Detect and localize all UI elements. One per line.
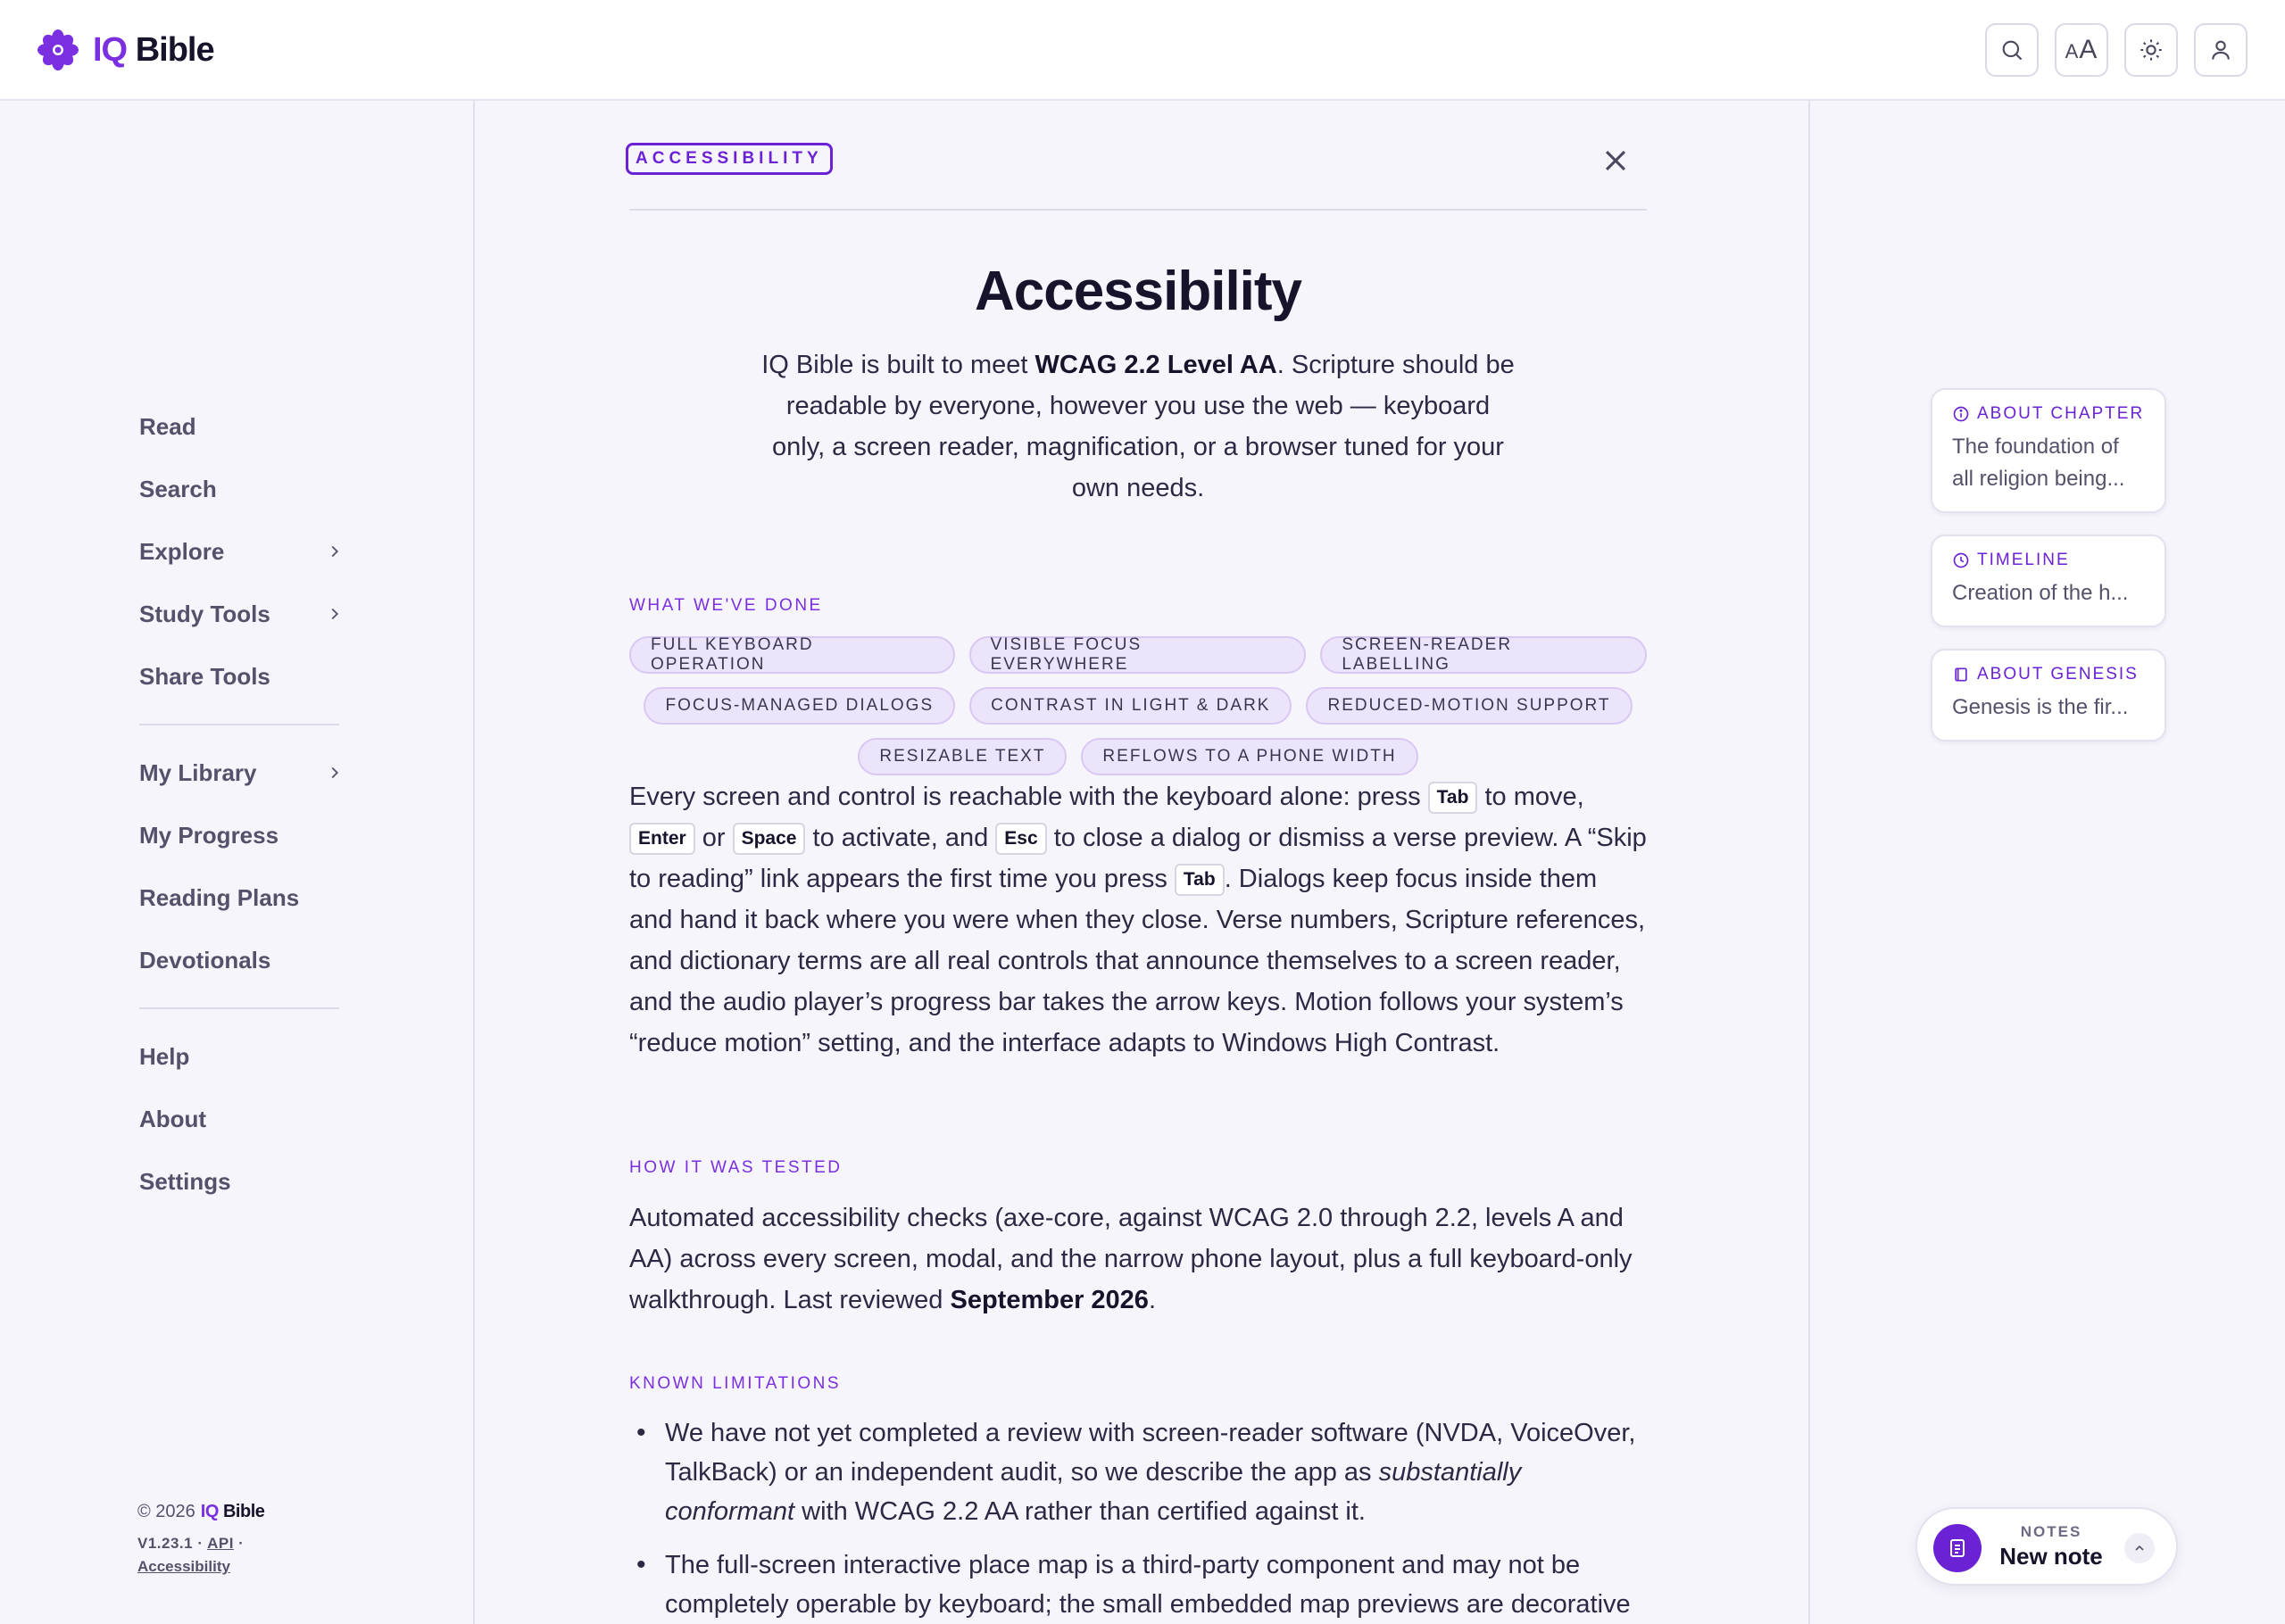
chevron-right-icon <box>325 763 345 783</box>
text-size-button[interactable] <box>2055 23 2108 77</box>
text-size-icon: AA <box>2065 35 2098 64</box>
card-title: ABOUT CHAPTER <box>1977 404 2145 423</box>
card-text: Genesis is the fir... <box>1952 695 2129 719</box>
sidebar-item-reading-plans[interactable] <box>139 866 345 929</box>
feature-chip: CONTRAST IN LIGHT & DARK <box>969 687 1292 725</box>
new-note-label: New note <box>1999 1543 2103 1570</box>
sidebar-item-study-tools[interactable] <box>139 583 345 645</box>
header-actions <box>1985 23 2248 77</box>
sun-icon <box>2139 37 2164 62</box>
kbd-esc: Esc <box>995 823 1046 855</box>
search-icon <box>1999 37 2024 62</box>
sidebar-item-label: Reading Plans <box>139 883 300 911</box>
card-title: ABOUT GENESIS <box>1977 665 2139 684</box>
sidebar-item-my-progress[interactable] <box>139 804 345 866</box>
context-rail <box>1931 388 2166 763</box>
chevron-right-icon <box>325 542 345 561</box>
limitations-list <box>629 1413 1647 1624</box>
kbd-enter: Enter <box>629 823 695 855</box>
header-divider <box>629 209 1647 211</box>
card-title: TIMELINE <box>1977 551 2070 569</box>
timeline-card[interactable] <box>1931 534 2166 627</box>
version-line: V1.23.1 · API · <box>137 1535 245 1552</box>
sidebar-item-help[interactable] <box>139 1025 345 1088</box>
notes-label: NOTES <box>2020 1523 2082 1540</box>
sidebar-item-label: Devotionals <box>139 946 271 974</box>
sidebar-item-label: Share Tools <box>139 662 270 690</box>
user-icon <box>2208 37 2233 62</box>
clock-icon <box>1952 551 1970 569</box>
feature-chip: VISIBLE FOCUS EVERYWHERE <box>969 636 1307 674</box>
version-text: V1.23.1 · <box>137 1535 204 1552</box>
sidebar-item-label: Explore <box>139 537 225 565</box>
feature-chip: FULL KEYBOARD OPERATION <box>629 636 955 674</box>
app-logo[interactable] <box>36 27 214 73</box>
feature-chip: FOCUS-MANAGED DIALOGS <box>644 687 955 725</box>
section-label-tested: HOW IT WAS TESTED <box>629 1158 843 1177</box>
accessibility-panel <box>475 101 1810 1624</box>
list-item: • We have not yet completed a review with screen-reader software (NVDA, VoiceOver, TalkBack) or an independent audit, so we describe the app as substantially conformant with WCAG 2.2 AA rather than certified against it. <box>629 1413 1647 1531</box>
close-icon[interactable] <box>1600 145 1631 176</box>
sidebar-item-label: My Progress <box>139 821 279 849</box>
sidebar <box>0 101 475 1624</box>
feature-chip: SCREEN-READER LABELLING <box>1320 636 1647 674</box>
sidebar-item-label: Settings <box>139 1167 231 1195</box>
feature-chip: REDUCED-MOTION SUPPORT <box>1306 687 1632 725</box>
list-item: • The full-screen interactive place map is a third-party component and may not be completely operable by keyboard; the small embedded map previews are decorative <box>629 1545 1647 1624</box>
sidebar-item-label: Study Tools <box>139 600 270 627</box>
sidebar-item-share-tools[interactable] <box>139 645 345 708</box>
sidebar-item-about[interactable] <box>139 1088 345 1150</box>
keyboard-paragraph: Every screen and control is reachable with the keyboard alone: press Tab to move, Enter or Space to activate, and Esc to close a dialog or dismiss a verse preview. A “Skip to reading” link appears the first time you press Tab . Dialogs keep focus inside them and hand it back where you were when they close. Verse numbers, Scripture references, and dictionary terms are all real controls that announce themselves to a screen reader, and the audio player’s progress bar takes the arrow keys. Motion follows your system’s “reduce motion” setting, and the interface adapts to Windows High Contrast. <box>629 783 1647 1057</box>
feature-chip: RESIZABLE TEXT <box>858 738 1067 775</box>
account-button[interactable] <box>2194 23 2248 77</box>
sidebar-item-label: Help <box>139 1042 190 1070</box>
chevron-up-icon[interactable] <box>2124 1533 2155 1563</box>
api-link[interactable]: API <box>207 1535 234 1552</box>
sidebar-divider <box>139 724 339 725</box>
sidebar-item-label: My Library <box>139 758 257 786</box>
panel-eyebrow: ACCESSIBILITY <box>626 143 833 175</box>
flower-logo-icon <box>36 28 80 72</box>
book-icon <box>1952 666 1970 684</box>
feature-chip: REFLOWS TO A PHONE WIDTH <box>1081 738 1417 775</box>
feature-chips <box>629 636 1647 789</box>
kbd-space: Space <box>733 823 806 855</box>
sidebar-item-explore[interactable] <box>139 520 345 583</box>
note-icon <box>1933 1524 1982 1572</box>
sidebar-footer <box>137 1502 264 1576</box>
card-text: The foundation of all religion being... <box>1952 435 2125 491</box>
info-icon <box>1952 405 1970 423</box>
kbd-tab: Tab <box>1175 864 1225 896</box>
sidebar-item-settings[interactable] <box>139 1150 345 1213</box>
intro-text: IQ Bible is built to meet WCAG 2.2 Level AA. Scripture should be readable by everyone, however you use the web — keyboard only, a screen reader, magnification, or a browser tuned for your own needs. <box>761 351 1515 502</box>
about-genesis-card[interactable] <box>1931 649 2166 742</box>
testing-paragraph: Automated accessibility checks (axe-core, against WCAG 2.0 through 2.2, levels A and AA) across every screen, modal, and the narrow phone layout, plus a full keyboard-only walkthrough. Last reviewed September 2026. <box>629 1204 1633 1314</box>
search-button[interactable] <box>1985 23 2039 77</box>
top-bar <box>0 0 2285 101</box>
sidebar-nav <box>139 395 345 1213</box>
about-chapter-card[interactable] <box>1931 388 2166 513</box>
sidebar-item-my-library[interactable] <box>139 742 345 804</box>
sidebar-item-search[interactable] <box>139 458 345 520</box>
kbd-tab: Tab <box>1428 782 1478 814</box>
app-name: IQ Bible <box>93 30 214 69</box>
sidebar-item-devotionals[interactable] <box>139 929 345 991</box>
chevron-right-icon <box>325 604 345 624</box>
sidebar-item-label: Search <box>139 475 217 502</box>
section-label-limitations: KNOWN LIMITATIONS <box>629 1374 842 1393</box>
copyright: © 2026 IQ Bible <box>137 1502 265 1521</box>
sidebar-item-read[interactable] <box>139 395 345 458</box>
footer-brand: IQ Bible <box>200 1502 265 1521</box>
sidebar-divider <box>139 1007 339 1009</box>
theme-toggle-button[interactable] <box>2124 23 2178 77</box>
sidebar-item-label: About <box>139 1105 207 1132</box>
section-label-done: WHAT WE'VE DONE <box>629 596 823 615</box>
accessibility-link[interactable]: Accessibility <box>137 1558 230 1575</box>
notes-button[interactable] <box>1915 1507 2178 1586</box>
page-title: Accessibility <box>974 261 1302 322</box>
card-text: Creation of the h... <box>1952 581 2129 605</box>
sidebar-item-label: Read <box>139 412 196 440</box>
